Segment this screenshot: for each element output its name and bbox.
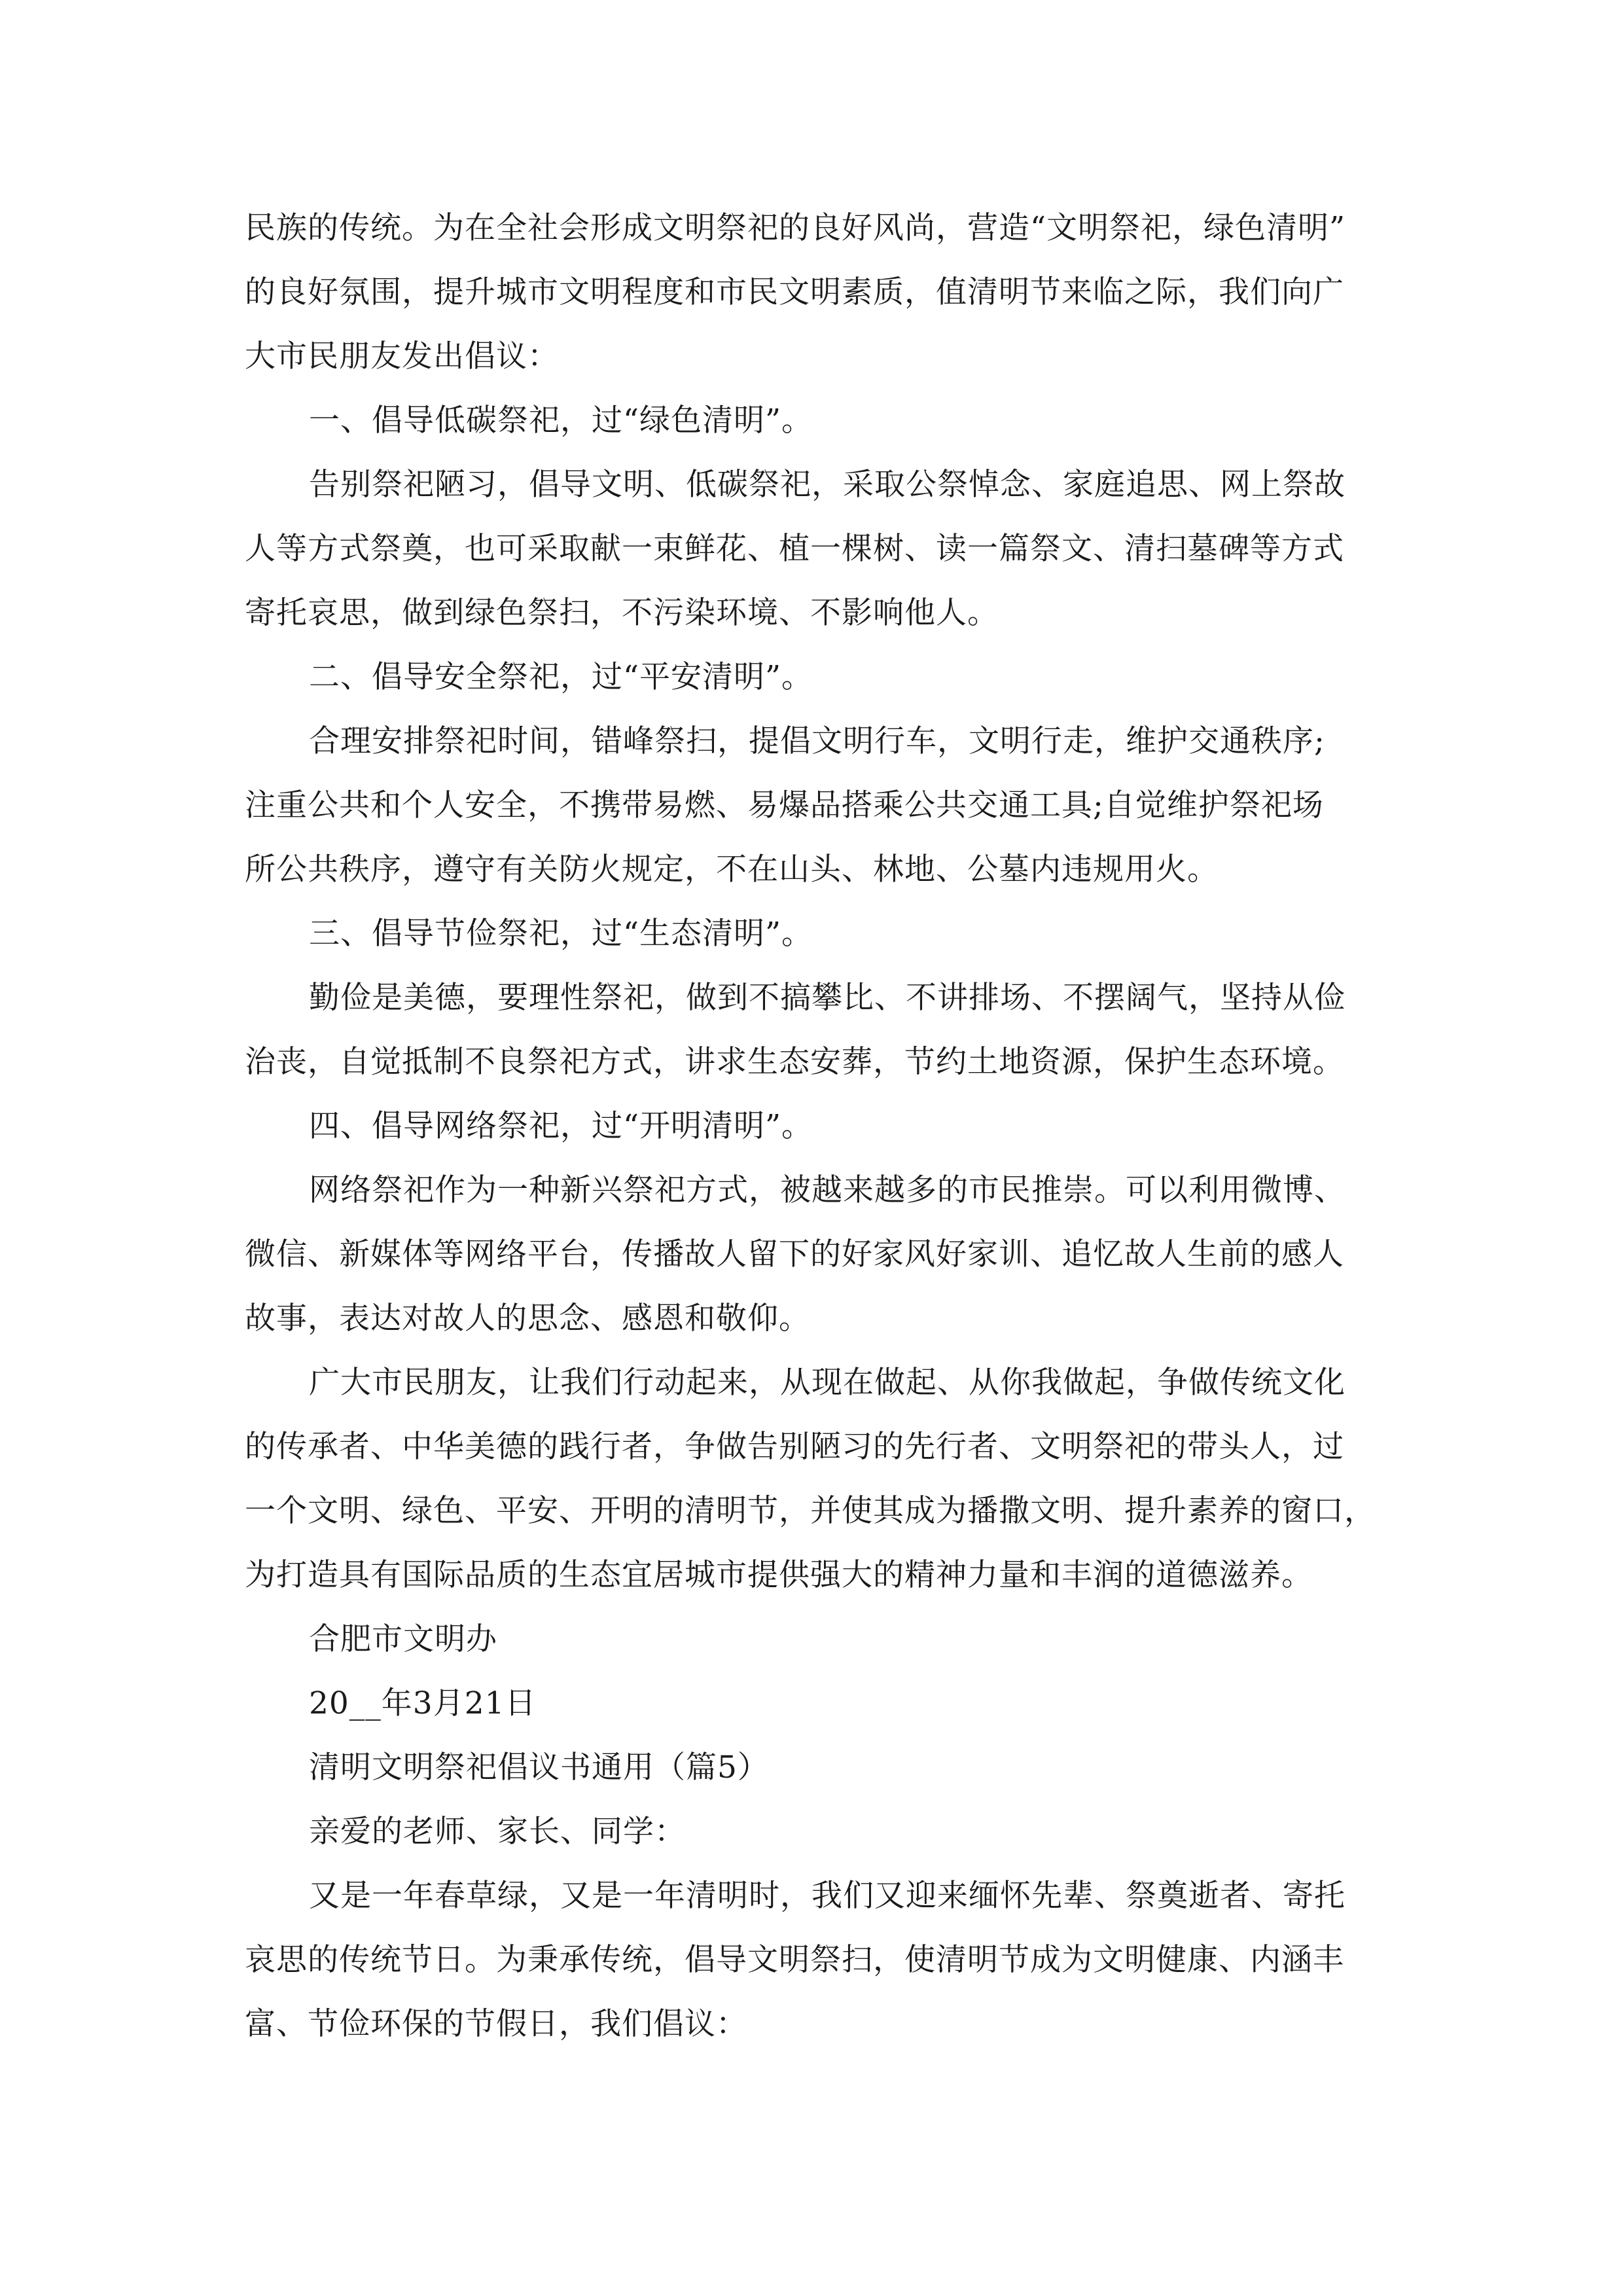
body-line: 又是一年春草绿，又是一年清明时，我们又迎来缅怀先辈、祭奠逝者、寄托 xyxy=(309,1878,1346,1914)
body-line: 寄托哀思，做到绿色祭扫，不污染环境、不影响他人。 xyxy=(245,595,999,631)
body-line: 哀思的传统节日。为秉承传统，倡导文明祭扫，使清明节成为文明健康、内涵丰 xyxy=(245,1942,1344,1978)
body-line: 大市民朋友发出倡议： xyxy=(245,338,559,374)
signature-org: 合肥市文明办 xyxy=(309,1621,497,1657)
section-heading: 二、倡导安全祭祀，过“平安清明”。 xyxy=(309,659,813,695)
document-title: 清明文明祭祀倡议书通用（篇5） xyxy=(309,1749,769,1785)
body-line: 告别祭祀陋习，倡导文明、低碳祭祀，采取公祭悼念、家庭追思、网上祭故 xyxy=(309,467,1346,503)
body-line: 所公共秩序，遵守有关防火规定，不在山头、林地、公墓内违规用火。 xyxy=(245,852,1219,888)
body-line: 勤俭是美德，要理性祭祀，做到不搞攀比、不讲排场、不摆阔气，坚持从俭 xyxy=(309,980,1346,1016)
section-heading: 一、倡导低碳祭祀，过“绿色清明”。 xyxy=(309,403,813,439)
body-line: 人等方式祭奠，也可采取献一束鲜花、植一棵树、读一篇祭文、清扫墓碑等方式 xyxy=(245,531,1344,567)
section-heading: 四、倡导网络祭祀，过“开明清明”。 xyxy=(309,1108,813,1144)
body-line: 网络祭祀作为一种新兴祭祀方式，被越来越多的市民推崇。可以利用微博、 xyxy=(309,1172,1346,1208)
body-line: 故事，表达对故人的思念、感恩和敬仰。 xyxy=(245,1300,810,1336)
body-line: 富、节俭环保的节假日，我们倡议： xyxy=(245,2006,747,2042)
section-heading: 三、倡导节俭祭祀，过“生态清明”。 xyxy=(309,916,813,952)
body-line: 民族的传统。为在全社会形成文明祭祀的良好风尚，营造“文明祭祀，绿色清明” xyxy=(245,210,1346,246)
body-line: 微信、新媒体等网络平台，传播故人留下的好家风好家训、追忆故人生前的感人 xyxy=(245,1236,1344,1272)
body-line: 为打造具有国际品质的生态宜居城市提供强大的精神力量和丰润的道德滋养。 xyxy=(245,1557,1313,1593)
body-line: 一个文明、绿色、平安、开明的清明节，并使其成为播撒文明、提升素养的窗口， xyxy=(245,1493,1376,1529)
body-line: 广大市民朋友，让我们行动起来，从现在做起、从你我做起，争做传统文化 xyxy=(309,1365,1346,1401)
body-line: 注重公共和个人安全，不携带易燃、易爆品搭乘公共交通工具;自觉维护祭祀场 xyxy=(245,787,1324,823)
body-line: 合理安排祭祀时间，错峰祭扫，提倡文明行车，文明行走，维护交通秩序; xyxy=(309,723,1325,759)
body-line: 治丧，自觉抵制不良祭祀方式，讲求生态安葬，节约土地资源，保护生态环境。 xyxy=(245,1044,1344,1080)
signature-date: 20__年3月21日 xyxy=(309,1685,537,1721)
body-line: 的传承者、中华美德的践行者，争做告别陋习的先行者、文明祭祀的带头人，过 xyxy=(245,1429,1344,1465)
body-line: 的良好氛围，提升城市文明程度和市民文明素质，值清明节来临之际，我们向广 xyxy=(245,274,1344,310)
salutation: 亲爱的老师、家长、同学： xyxy=(309,1814,686,1850)
